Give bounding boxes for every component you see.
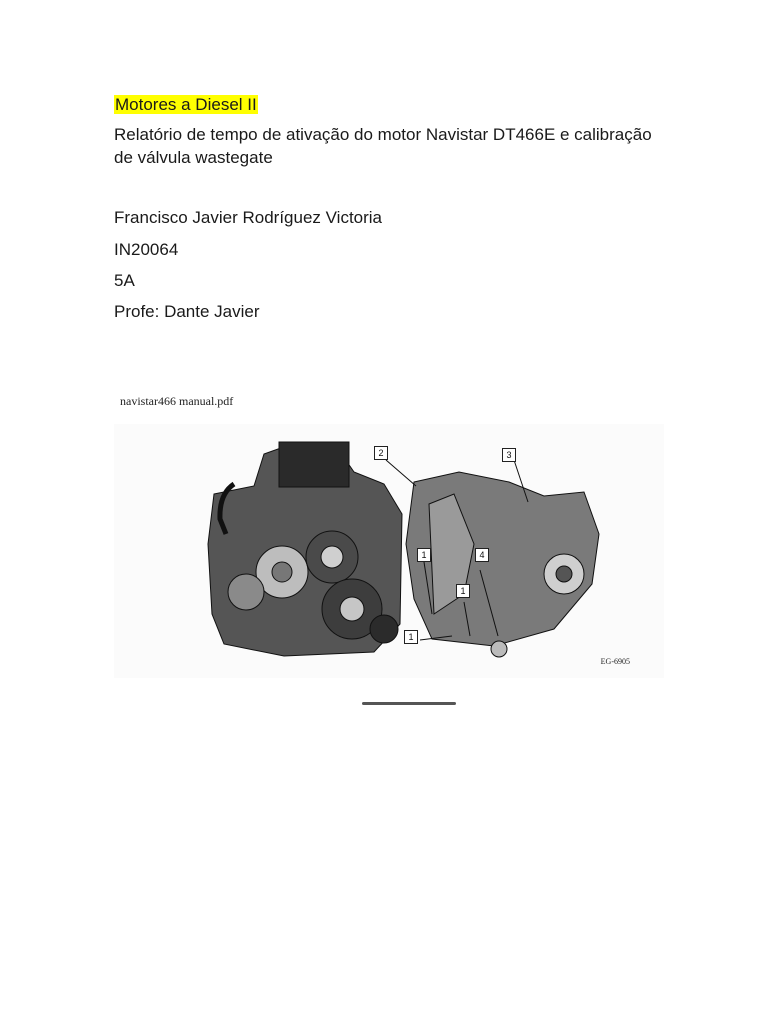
engine-illustration — [114, 424, 664, 678]
group-label: 5A — [114, 271, 135, 290]
callout-1-upper: 1 — [417, 548, 431, 562]
author-name: Francisco Javier Rodríguez Victoria — [114, 208, 383, 227]
callout-3: 3 — [502, 448, 516, 462]
callout-4: 4 — [475, 548, 489, 562]
teacher-name: Profe: Dante Javier — [114, 302, 260, 321]
figure-frame — [114, 424, 664, 678]
engine-figure — [114, 390, 664, 680]
callout-2: 2 — [374, 446, 388, 460]
horizontal-scrollbar[interactable] — [362, 702, 456, 705]
callout-1-middle: 1 — [456, 584, 470, 598]
front-cover-right — [406, 472, 599, 657]
student-id: IN20064 — [114, 240, 179, 259]
course-title-highlight: Motores a Diesel II — [115, 95, 257, 114]
figure-code: EG-6905 — [600, 657, 630, 666]
figure-caption: navistar466 manual.pdf — [120, 394, 234, 408]
report-subtitle: Relatório de tempo de ativação do motor Navistar DT466E e calibração de válvula wastegate — [114, 125, 652, 167]
callout-1-lower: 1 — [404, 630, 418, 644]
course-title — [114, 93, 258, 116]
